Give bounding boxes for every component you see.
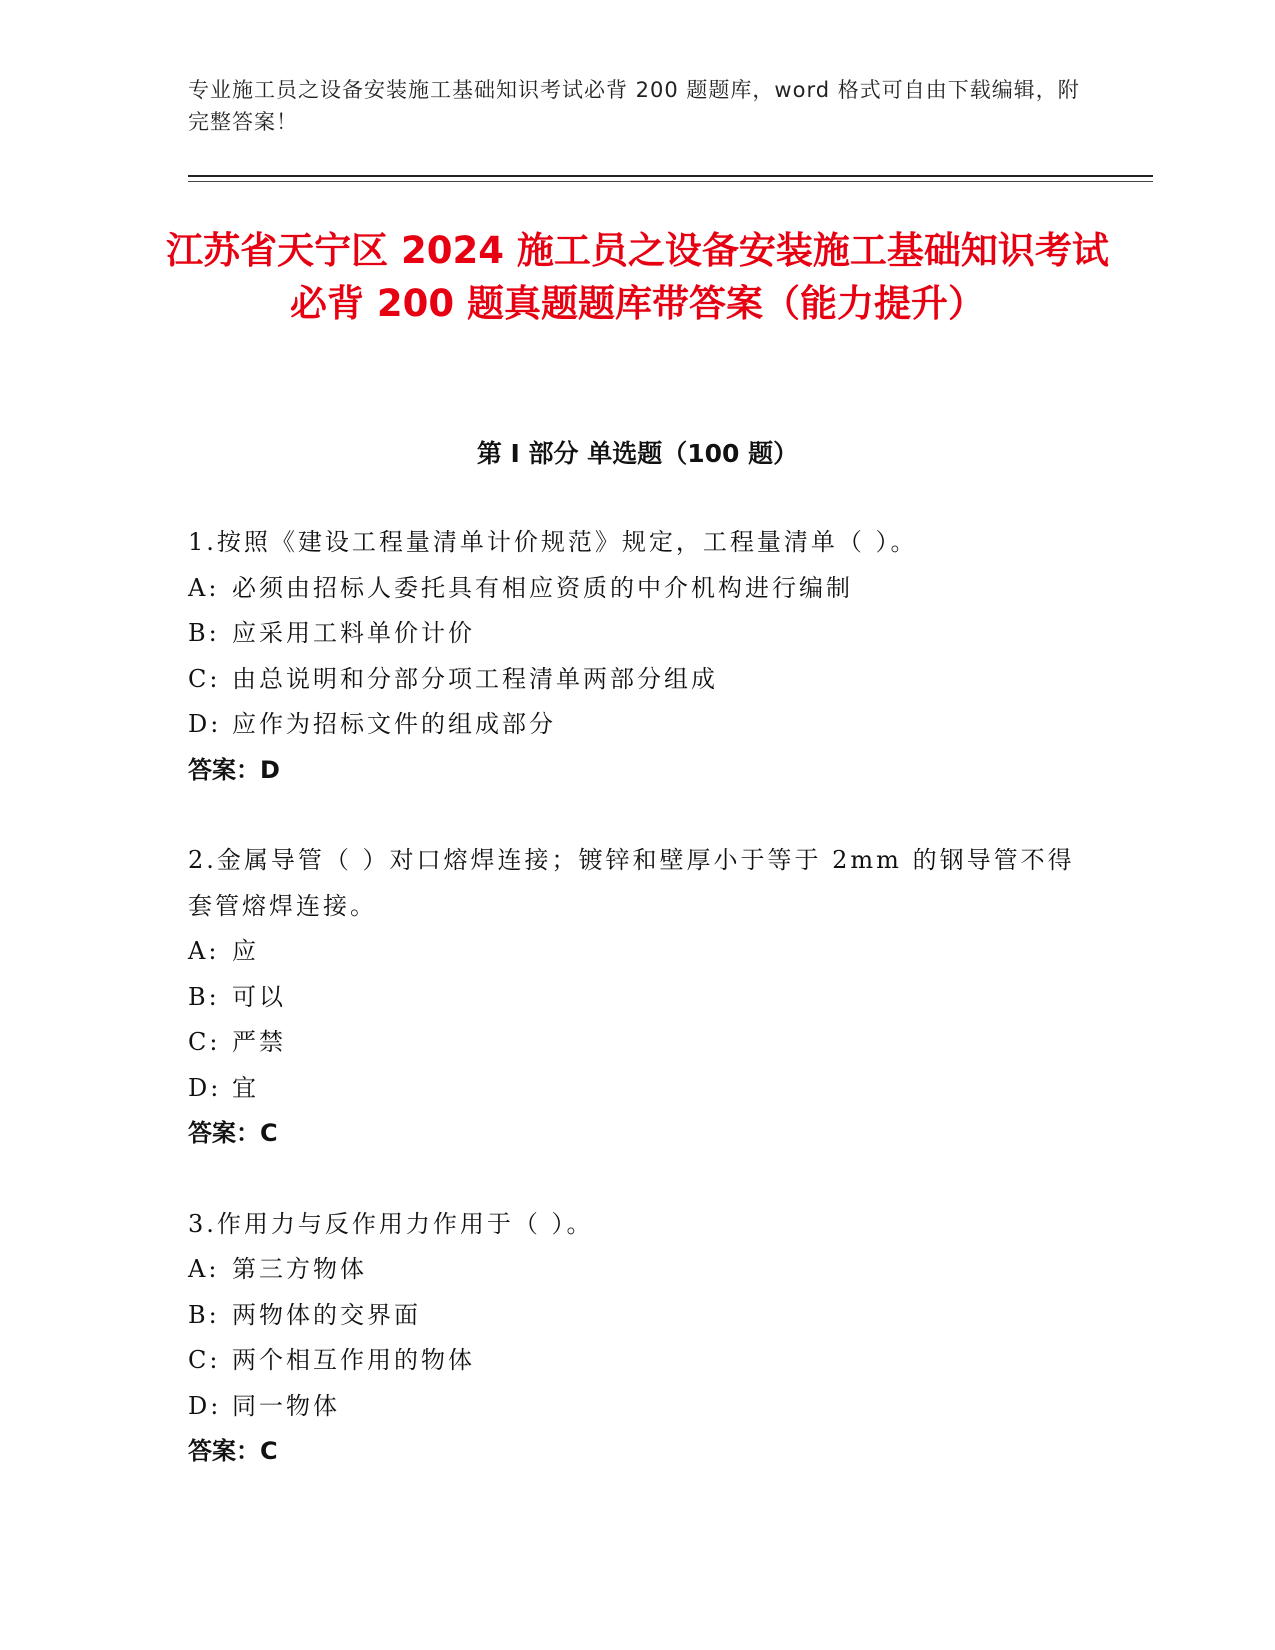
option-a xyxy=(188,1247,1088,1293)
option-text: 同一物体 xyxy=(232,1391,340,1420)
option-a xyxy=(188,566,1088,612)
question-stem: 3.作用力与反作用力作用于（ ）。 xyxy=(188,1209,594,1238)
option-letter: A: xyxy=(188,1255,220,1283)
option-letter: C: xyxy=(188,664,221,693)
option-letter: D: xyxy=(188,710,222,738)
option-text: 应采用工料单价计价 xyxy=(232,619,475,647)
option-letter: B: xyxy=(188,1300,220,1329)
header-note: 专业施工员之设备安装施工基础知识考试必背 200 题题库，word 格式可自由下载编辑，附完整答案！ xyxy=(188,78,1080,134)
option-text: 应作为招标文件的组成部分 xyxy=(232,710,556,738)
question-stem: 2.金属导管（ ）对口熔焊连接；镀锌和壁厚小于等于 2mm 的钢导管不得套管熔焊连接。 xyxy=(188,846,1075,920)
option-letter: C: xyxy=(188,1346,221,1374)
option-text: 可以 xyxy=(232,982,286,1011)
option-c xyxy=(188,657,1088,703)
option-letter: D: xyxy=(188,1073,222,1102)
option-letter: A: xyxy=(188,937,220,965)
option-c xyxy=(188,1020,1088,1066)
option-c xyxy=(188,1338,1088,1384)
header-divider-thin xyxy=(188,181,1153,182)
option-b xyxy=(188,611,1088,657)
option-letter: B: xyxy=(188,619,220,647)
question-1 xyxy=(188,520,1088,793)
option-d xyxy=(188,702,1088,748)
question-2 xyxy=(188,838,1088,1157)
option-text: 必须由招标人委托具有相应资质的中介机构进行编制 xyxy=(232,573,853,602)
option-text: 两物体的交界面 xyxy=(232,1300,421,1329)
answer-line: 答案：D xyxy=(188,755,280,784)
question-list xyxy=(188,520,1088,1520)
option-letter: D: xyxy=(188,1391,222,1420)
option-b xyxy=(188,975,1088,1021)
option-text: 应 xyxy=(232,937,259,965)
option-letter: A: xyxy=(188,573,220,602)
header-divider-thick xyxy=(188,175,1153,177)
document-title: 江苏省天宁区 2024 施工员之设备安装施工基础知识考试必背 200 题真题题库带答案（能力提升） xyxy=(166,229,1109,325)
answer-line: 答案：C xyxy=(188,1437,278,1465)
section-title: 第 I 部分 单选题（100 题） xyxy=(476,439,799,468)
option-text: 两个相互作用的物体 xyxy=(232,1346,475,1374)
question-stem: 1.按照《建设工程量清单计价规范》规定，工程量清单（ ）。 xyxy=(188,528,918,556)
option-d xyxy=(188,1384,1088,1430)
question-3 xyxy=(188,1202,1088,1475)
option-text: 由总说明和分部分项工程清单两部分组成 xyxy=(232,664,718,693)
option-d xyxy=(188,1066,1088,1112)
option-text: 宜 xyxy=(232,1073,259,1102)
option-text: 第三方物体 xyxy=(232,1255,367,1283)
option-letter: B: xyxy=(188,982,220,1011)
option-b xyxy=(188,1293,1088,1339)
option-letter: C: xyxy=(188,1028,221,1056)
option-text: 严禁 xyxy=(232,1028,286,1056)
option-a xyxy=(188,929,1088,975)
answer-line: 答案：C xyxy=(188,1119,278,1147)
